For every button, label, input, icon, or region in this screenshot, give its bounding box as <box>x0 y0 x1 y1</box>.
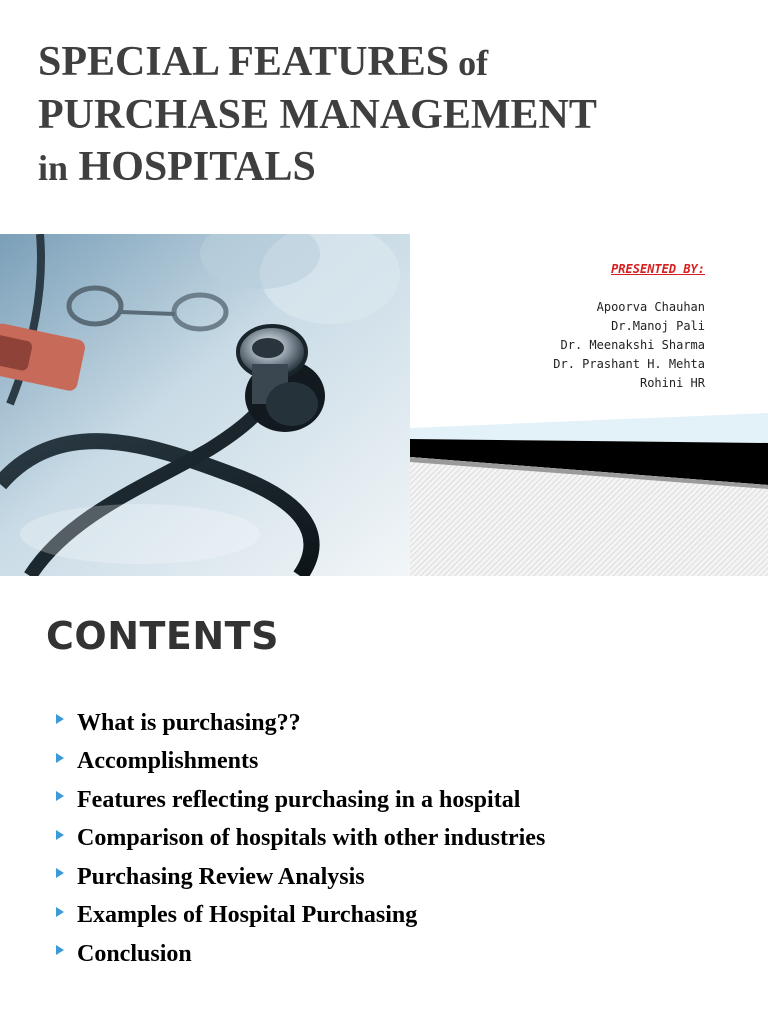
list-item: Comparison of hospitals with other industries <box>56 820 545 859</box>
decorative-bands <box>410 405 768 576</box>
triangle-bullet-icon <box>56 791 64 801</box>
presented-by-label: PRESENTED BY: <box>611 262 705 276</box>
contents-list <box>56 704 545 974</box>
triangle-bullet-icon <box>56 868 64 878</box>
presenter-name: Dr. Meenakshi Sharma <box>560 338 705 352</box>
triangle-bullet-icon <box>56 753 64 763</box>
list-item: Conclusion <box>56 935 545 974</box>
stethoscope-photo <box>0 234 410 576</box>
list-item: Purchasing Review Analysis <box>56 858 545 897</box>
triangle-bullet-icon <box>56 714 64 724</box>
presenter-name: Apoorva Chauhan <box>596 300 705 314</box>
presenter-block <box>440 262 705 393</box>
title-line-2: PURCHASE MANAGEMENT <box>38 92 597 138</box>
contents-slide <box>0 590 768 1024</box>
title-line-1: SPECIAL FEATURES of <box>38 39 489 85</box>
presenter-name: Rohini HR <box>639 376 705 390</box>
list-item: Examples of Hospital Purchasing <box>56 897 545 936</box>
triangle-bullet-icon <box>56 830 64 840</box>
presenter-name: Dr.Manoj Pali <box>611 319 705 333</box>
triangle-bullet-icon <box>56 907 64 917</box>
contents-heading: CONTENTS <box>46 614 279 658</box>
list-item: What is purchasing?? <box>56 704 545 743</box>
list-item: Features reflecting purchasing in a hospital <box>56 781 545 820</box>
slide-title <box>38 36 738 194</box>
title-line-3: in HOSPITALS <box>38 144 316 190</box>
triangle-bullet-icon <box>56 945 64 955</box>
list-item: Accomplishments <box>56 743 545 782</box>
presenter-name: Dr. Prashant H. Mehta <box>553 357 705 371</box>
